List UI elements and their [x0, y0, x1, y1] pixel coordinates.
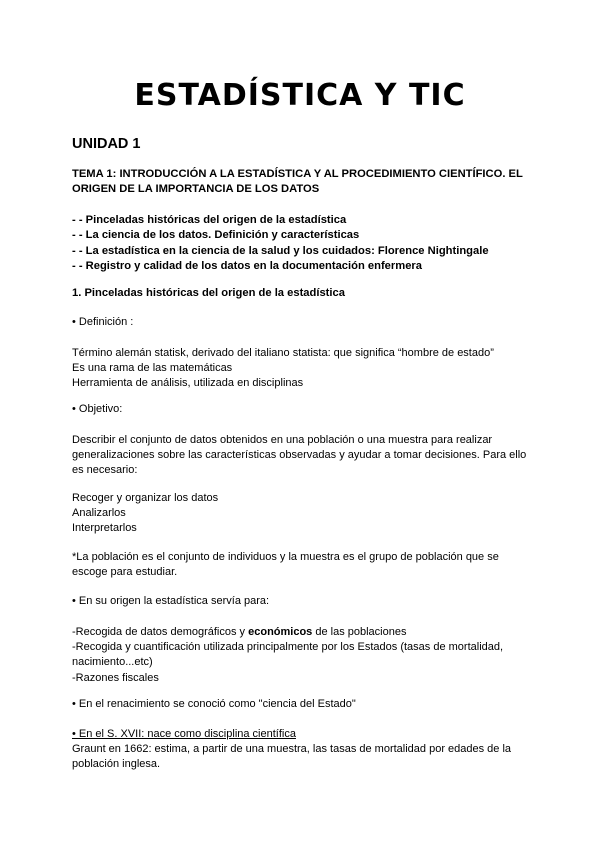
index-item: - - Pinceladas históricas del origen de la estadística — [72, 214, 347, 226]
definicion-bullet: • Definición : — [72, 316, 134, 328]
section-heading: 1. Pinceladas históricas del origen de la estadística — [72, 287, 345, 299]
topic-index — [72, 213, 489, 274]
origen-bullet: • En su origen la estadística servía para: — [72, 595, 270, 607]
nota-text: *La población es el conjunto de individuos y la muestra es el grupo de población que se escoge para estudiar. — [72, 551, 499, 579]
objetivo-step: Analizarlos — [72, 507, 126, 520]
objetivo-text: Describir el conjunto de datos obtenidos en una población o una muestra para realizar generalizaciones sobre las características observadas y ayudar a tomar decisiones. Para ello es necesario: — [72, 434, 527, 477]
definicion-line: Herramienta de análisis, utilizada en disciplinas — [72, 377, 304, 390]
index-item: - - Registro y calidad de los datos en la documentación enfermera — [72, 259, 423, 272]
origen-item: -Recogida y cuantificación utilizada principalmente por los Estados (tasas de mortalidad, nacimiento...etc) — [72, 641, 504, 669]
origen-list — [72, 625, 534, 686]
siglo17-text: Graunt en 1662: estima, a partir de una muestra, las tasas de mortalidad por edades de la población inglesa. — [72, 743, 512, 771]
definicion-block — [72, 346, 532, 392]
document-title: ESTADÍSTICA Y TIC — [134, 78, 466, 113]
nota-paragraph — [72, 550, 522, 580]
definicion-line: Término alemán statisk, derivado del italiano statista: que significa “hombre de estado” — [72, 347, 494, 359]
origen-item-text: -Recogida de datos demográficos y — [72, 626, 249, 638]
objetivo-bullet: • Objetivo: — [72, 403, 123, 415]
objetivo-steps — [72, 491, 532, 537]
siglo17-paragraph — [72, 742, 534, 772]
topic-heading: TEMA 1: INTRODUCCIÓN A LA ESTADÍSTICA Y AL PROCEDIMIENTO CIENTÍFICO. EL ORIGEN DE LA IMPORTANCIA DE LOS DATOS — [72, 168, 523, 195]
renacimiento-bullet: • En el renacimiento se conoció como "ciencia del Estado" — [72, 698, 356, 710]
index-item: - - La ciencia de los datos. Definición y características — [72, 229, 360, 242]
origen-item: -Razones fiscales — [72, 671, 159, 684]
origen-item-text: de las poblaciones — [312, 626, 407, 638]
index-item: - - La estadística en la ciencia de la salud y los cuidados: Florence Nightingale — [72, 244, 489, 257]
siglo17-heading — [72, 727, 532, 742]
definicion-line: Es una rama de las matemáticas — [72, 362, 233, 375]
siglo17-heading-text: • En el S. XVII: nace como disciplina científica — [72, 728, 296, 740]
objetivo-step: Interpretarlos — [72, 522, 137, 535]
unit-heading: UNIDAD 1 — [72, 136, 141, 152]
origen-item-bold: económicos — [248, 626, 313, 638]
objetivo-step: Recoger y organizar los datos — [72, 492, 219, 504]
objetivo-paragraph — [72, 433, 534, 479]
origen-item — [72, 625, 534, 640]
